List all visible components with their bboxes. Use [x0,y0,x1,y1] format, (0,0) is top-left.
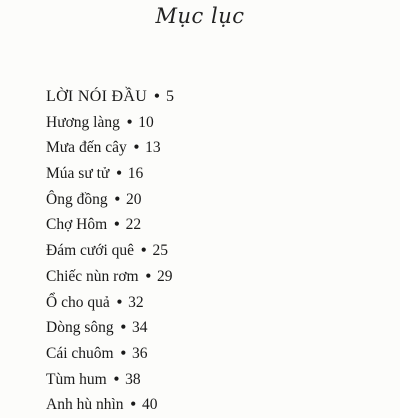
toc-entry [46,315,174,341]
toc-entry-title: Cái chuôm [46,344,114,362]
toc-page-number: 20 [126,190,142,208]
toc-entry [46,84,174,110]
toc-entry-title: Tùm hum [46,370,107,388]
toc-page-number: 40 [141,396,158,414]
toc-separator: • [116,293,123,311]
toc-entry-title: LỜI NÓI ĐẦU [46,88,148,105]
toc-entry [46,290,174,316]
toc-page-number: 36 [132,344,148,362]
toc-separator: • [133,139,140,157]
toc-entry-title: Chiếc nùn rơm [46,267,139,285]
toc-entry [46,187,174,213]
toc-page-number: 22 [125,216,142,234]
toc-page-number: 32 [128,293,144,311]
toc-entry-title: Mưa đến cây [46,139,127,157]
toc-entry [46,161,174,187]
toc-entry-title: Hương làng [46,113,120,131]
toc-page-number: 34 [132,319,148,337]
toc-page-number: 10 [138,113,154,131]
toc-page-number: 16 [127,165,144,183]
toc-entry [46,341,174,367]
toc-entry [46,212,174,238]
toc-entry-title: Múa sư tử [46,165,110,183]
toc-page-number: 29 [157,267,173,285]
toc-separator: • [126,113,133,131]
toc-page-number: 5 [165,88,175,105]
toc-separator: • [116,165,122,183]
toc-page-number: 25 [152,242,168,260]
toc-entry-title: Ông đồng [46,190,108,208]
toc-entry [46,264,174,290]
toc-entry [46,135,174,161]
toc-separator: • [141,242,147,260]
toc-entry [46,110,174,136]
toc-entry-title: Dòng sông [46,319,114,337]
toc-entry-title: Đám cưới quê [46,242,135,260]
toc-entry [46,238,174,264]
toc-separator: • [114,190,121,208]
toc-entry-title: Ổ cho quả [46,293,110,311]
toc-separator: • [145,267,152,285]
toc-entry-title: Chợ Hôm [46,216,108,234]
toc-separator: • [120,344,127,362]
toc-page-number: 13 [145,139,161,157]
toc-entry [46,367,174,393]
toc-entry-title: Anh hù nhìn [46,396,124,414]
toc-separator: • [120,319,127,337]
toc-separator: • [114,216,120,234]
toc-separator: • [154,88,160,105]
toc-entry [46,392,174,418]
toc-page-number: 38 [125,370,141,388]
toc-separator: • [130,396,136,414]
toc-title: Mục lục [155,4,245,28]
toc-separator: • [113,370,120,388]
toc-list [46,84,174,418]
